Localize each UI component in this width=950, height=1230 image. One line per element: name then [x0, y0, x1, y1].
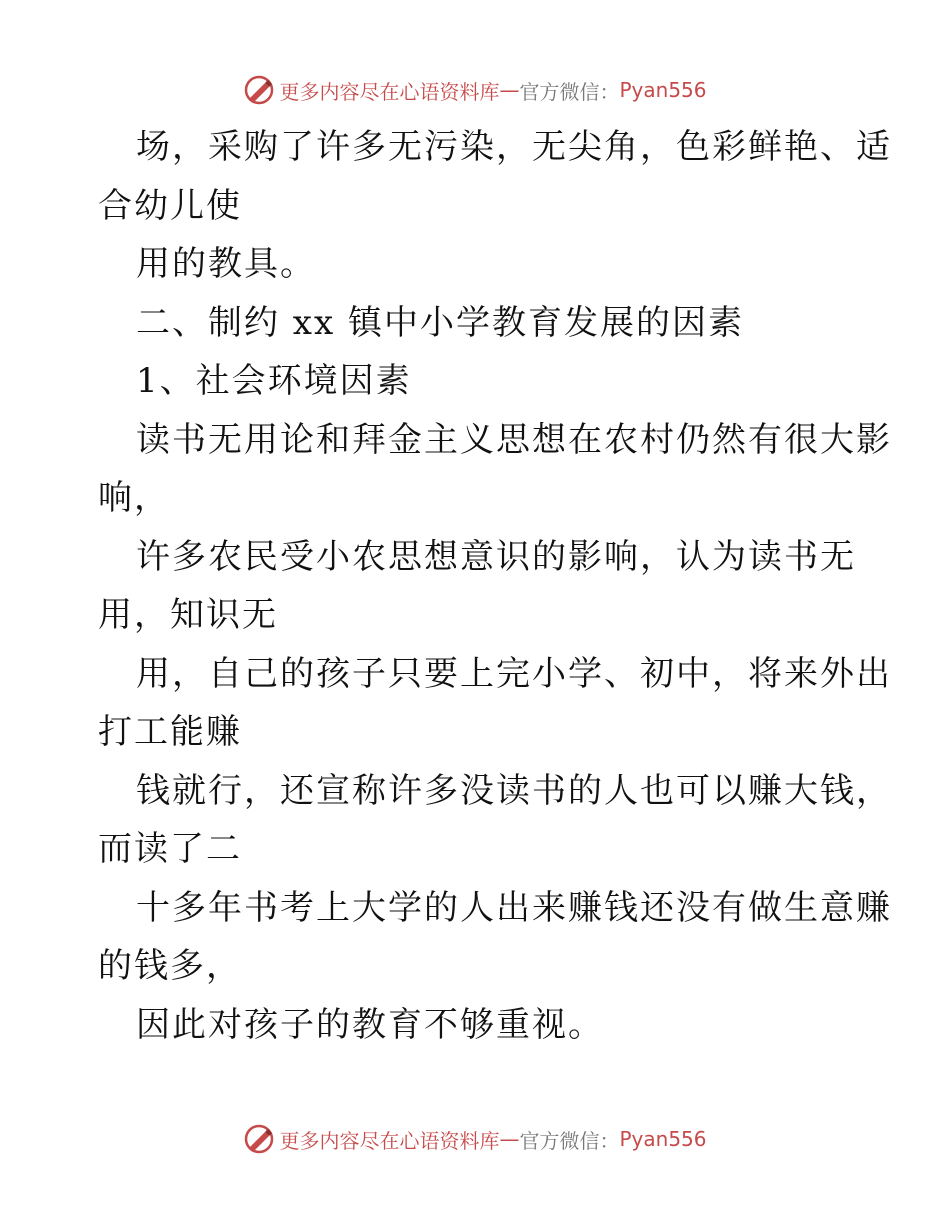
text-line: 场，采购了许多无污染，无尖角，色彩鲜艳、适 — [136, 127, 892, 167]
text-line: 响， — [98, 478, 170, 518]
text-line: 的钱多， — [98, 946, 242, 986]
pen-circle-logo-icon — [243, 74, 275, 106]
banner-main-text: 更多内容尽在心语资料库 — [279, 79, 500, 104]
text-line: 而读了二 — [98, 829, 242, 869]
section-heading: 二、制约 xx 镇中小学教育发展的因素 — [136, 302, 744, 343]
text-line: 用，自己的孩子只要上完小学、初中，将来外出 — [136, 653, 892, 694]
banner-separator: — — [499, 78, 520, 102]
text-line: 合幼儿使 — [98, 185, 242, 226]
text-line: 钱就行，还宣称许多没读书的人也可以赚大钱， — [136, 770, 892, 811]
banner-separator: — — [499, 1127, 520, 1151]
banner-wechat-id: Pyan556 — [619, 78, 707, 102]
text-line: 打工能赚 — [98, 712, 242, 752]
banner-main-text: 更多内容尽在心语资料库 — [279, 1128, 500, 1153]
footer-banner — [0, 1122, 950, 1156]
header-banner — [0, 73, 950, 107]
text-line: 用的教具。 — [136, 244, 316, 284]
text-line: 许多农民受小农思想意识的影响，认为读书无 — [136, 536, 856, 577]
subsection-heading: 1、社会环境因素 — [136, 361, 412, 401]
text-line: 因此对孩子的教育不够重视。 — [136, 1004, 604, 1045]
document-body — [98, 118, 892, 1054]
pen-circle-logo-icon — [243, 1123, 275, 1155]
banner-official-label: 官方微信： — [519, 1128, 620, 1153]
banner-wechat-id: Pyan556 — [619, 1127, 707, 1151]
banner-official-label: 官方微信： — [519, 79, 620, 104]
text-line: 十多年书考上大学的人出来赚钱还没有做生意赚 — [136, 887, 892, 928]
text-line: 用，知识无 — [98, 595, 278, 635]
text-line: 读书无用论和拜金主义思想在农村仍然有很大影 — [136, 419, 892, 460]
